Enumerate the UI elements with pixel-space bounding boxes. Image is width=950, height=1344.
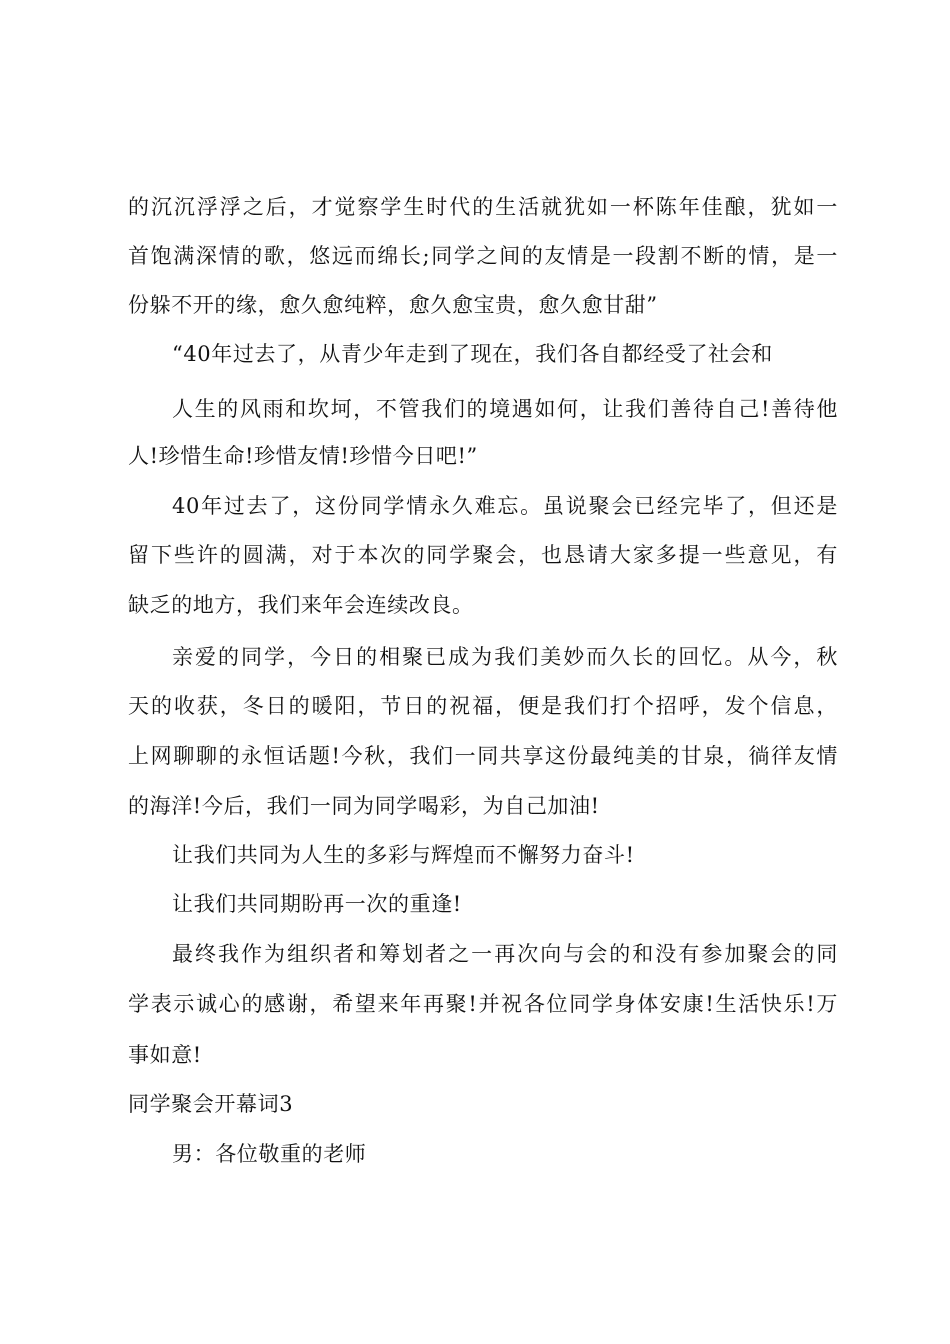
paragraph-line: 让我们共同期盼再一次的重逢!	[172, 892, 462, 916]
paragraph-line: 留下些许的圆满，对于本次的同学聚会，也恳请大家多提一些意见，有	[128, 543, 838, 567]
paragraph-line: 最终我作为组织者和筹划者之一再次向与会的和没有参加聚会的同	[172, 942, 838, 966]
paragraph-line: 让我们共同为人生的多彩与辉煌而不懈努力奋斗!	[172, 843, 635, 867]
paragraph-line: 的沉沉浮浮之后，才觉察学生时代的生活就犹如一杯陈年佳酿，犹如一	[128, 195, 838, 219]
paragraph-line: 40年过去了，这份同学情永久难忘。虽说聚会已经完毕了，但还是	[172, 494, 838, 518]
paragraph-line: 亲爱的同学，今日的相聚已成为我们美妙而久长的回忆。从今，秋	[172, 645, 838, 669]
section-title: 同学聚会开幕词3	[128, 1092, 294, 1116]
paragraph-line: 的海洋!今后，我们一同为同学喝彩，为自己加油!	[128, 794, 600, 818]
paragraph-line: 缺乏的地方，我们来年会连续改良。	[128, 593, 474, 617]
paragraph-line: 上网聊聊的永恒话题!今秋，我们一同共享这份最纯美的甘泉，徜徉友情	[128, 744, 838, 768]
paragraph-line: 首饱满深情的歌，悠远而绵长;同学之间的友情是一段割不断的情，是一	[128, 244, 838, 268]
paragraph-line: 天的收获，冬日的暖阳，节日的祝福，便是我们打个招呼，发个信息，	[128, 694, 838, 718]
paragraph-line: 份躲不开的缘，愈久愈纯粹，愈久愈宝贵，愈久愈甘甜”	[128, 293, 658, 317]
paragraph-line: 男：各位敬重的老师	[172, 1142, 367, 1166]
quote-line: 人!珍惜生命!珍惜友情!珍惜今日吧!”	[128, 444, 478, 468]
quote-line: 人生的风雨和坎坷，不管我们的境遇如何，让我们善待自己!善待他	[172, 397, 838, 421]
paragraph-line: 学表示诚心的感谢，希望来年再聚!并祝各位同学身体安康!生活快乐!万	[128, 992, 838, 1016]
paragraph-line: 事如意!	[128, 1043, 202, 1067]
quote-line: “40年过去了，从青少年走到了现在，我们各自都经受了社会和	[172, 342, 773, 366]
